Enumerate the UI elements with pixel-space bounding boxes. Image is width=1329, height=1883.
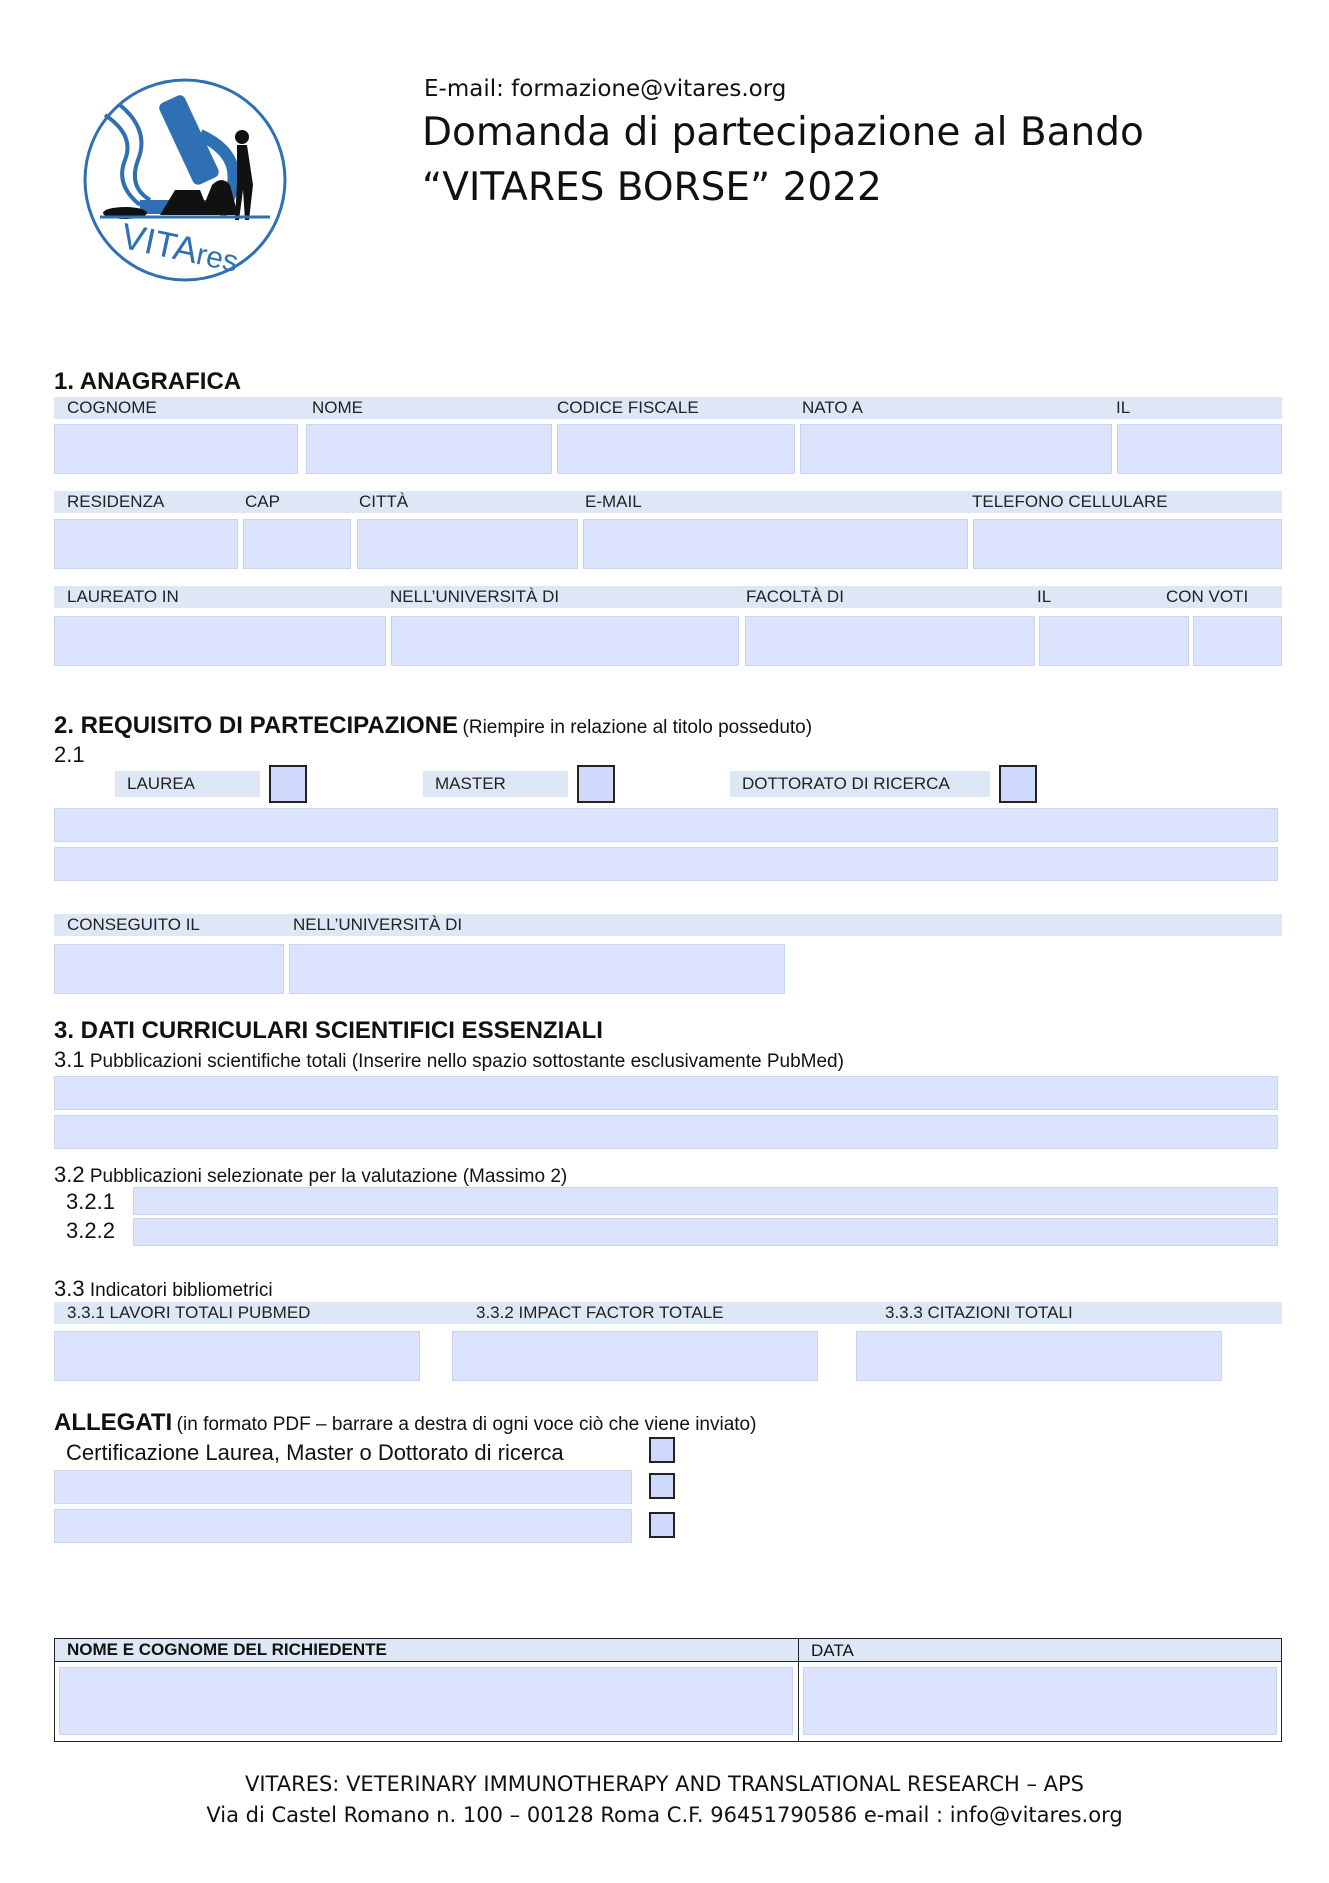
label-nome: NOME (312, 398, 363, 417)
label-laurea: LAUREA (127, 774, 196, 793)
field-titolo-line1[interactable] (54, 808, 1278, 842)
field-pubblicazione-2[interactable] (133, 1218, 1278, 1246)
field-impact-factor[interactable] (452, 1331, 818, 1381)
section-3-3-text: Indicatori bibliometrici (89, 1280, 273, 1301)
allegati-title: ALLEGATI (54, 1409, 173, 1436)
field-allegato-2[interactable] (54, 1470, 632, 1504)
section-1-title: 1. ANAGRAFICA (54, 368, 242, 395)
field-citta[interactable] (357, 519, 578, 569)
label-nome-cognome: NOME E COGNOME DEL RICHIEDENTE (67, 1640, 387, 1659)
allegati-note: (in formato PDF – barrare a destra di ogni voce ciò che viene inviato) (176, 1414, 757, 1435)
field-pubblicazioni-line2[interactable] (54, 1115, 1278, 1149)
field-telefono[interactable] (973, 519, 1282, 569)
section-3-1-heading (54, 1047, 844, 1073)
label-band-row3 (54, 586, 1282, 608)
label-laurea-band (115, 771, 260, 797)
page-title-line1: Domanda di partecipazione al Bando (422, 110, 1144, 155)
field-con-voti[interactable] (1193, 616, 1282, 666)
header-email: E-mail: formazione@vitares.org (424, 76, 787, 102)
allegato-1-label: Certificazione Laurea, Master o Dottorato di ricerca (66, 1440, 564, 1465)
field-nome[interactable] (306, 424, 552, 474)
label-il: IL (1116, 398, 1131, 417)
label-band-indicatori (54, 1302, 1282, 1324)
field-universita[interactable] (391, 616, 739, 666)
label-cap: CAP (245, 492, 280, 511)
field-citazioni[interactable] (856, 1331, 1222, 1381)
field-allegato-3[interactable] (54, 1509, 632, 1543)
section-3-3-heading (54, 1276, 273, 1302)
section-3-2-1-number: 3.2.1 (66, 1189, 115, 1214)
checkbox-allegato-1[interactable] (649, 1437, 675, 1463)
svg-text:VITAres: VITAres (117, 215, 242, 279)
field-nato-a[interactable] (800, 424, 1112, 474)
label-telefono: TELEFONO CELLULARE (972, 492, 1168, 511)
field-universita-2[interactable] (289, 944, 785, 994)
section-3-2-text: Pubblicazioni selezionate per la valutazione (Massimo 2) (89, 1166, 568, 1187)
section-3-2-2-number: 3.2.2 (66, 1218, 115, 1243)
page-title-line2: “VITARES BORSE” 2022 (422, 165, 882, 210)
field-pubblicazione-1[interactable] (133, 1187, 1278, 1215)
checkbox-allegato-3[interactable] (649, 1512, 675, 1538)
section-3-title: 3. DATI CURRICULARI SCIENTIFICI ESSENZIALI (54, 1017, 603, 1044)
label-dottorato-band (730, 771, 990, 797)
label-data: DATA (811, 1641, 854, 1660)
section-2-heading (54, 712, 812, 740)
checkbox-laurea[interactable] (269, 765, 307, 803)
field-laureato-in[interactable] (54, 616, 386, 666)
label-codice-fiscale: CODICE FISCALE (557, 398, 699, 417)
section-2-1-number: 2.1 (54, 742, 85, 767)
field-residenza[interactable] (54, 519, 238, 569)
section-3-1-text: Pubblicazioni scientifiche totali (Inserire nello spazio sottostante esclusivamente PubMed) (89, 1051, 844, 1072)
label-nato-a: NATO A (802, 398, 863, 417)
label-email: E-MAIL (585, 492, 642, 511)
field-conseguito-il[interactable] (54, 944, 284, 994)
label-residenza: RESIDENZA (67, 492, 165, 511)
checkbox-dottorato[interactable] (999, 765, 1037, 803)
field-facolta[interactable] (745, 616, 1035, 666)
label-dottorato: DOTTORATO DI RICERCA (742, 774, 950, 793)
label-master-band (423, 771, 568, 797)
section-3-1-number: 3.1 (54, 1047, 85, 1072)
section-3-3-number: 3.3 (54, 1276, 85, 1301)
label-master: MASTER (435, 774, 506, 793)
field-il-laurea[interactable] (1039, 616, 1189, 666)
field-cap[interactable] (243, 519, 351, 569)
field-lavori-totali[interactable] (54, 1331, 420, 1381)
label-universita: NELL’UNIVERSITÀ DI (390, 587, 560, 606)
field-il[interactable] (1117, 424, 1282, 474)
label-band-conseguito (54, 914, 1282, 936)
label-laureato-in: LAUREATO IN (67, 587, 179, 606)
field-cognome[interactable] (54, 424, 298, 474)
checkbox-allegato-2[interactable] (649, 1473, 675, 1499)
field-data[interactable] (803, 1667, 1277, 1735)
label-cognome: COGNOME (67, 398, 157, 417)
checkbox-master[interactable] (577, 765, 615, 803)
label-con-voti: CON VOTI (1166, 587, 1249, 606)
field-codice-fiscale[interactable] (557, 424, 795, 474)
label-band-row2 (54, 491, 1282, 513)
label-impact-factor: 3.3.2 IMPACT FACTOR TOTALE (476, 1303, 724, 1322)
section-3-2-number: 3.2 (54, 1162, 85, 1187)
section-3-2-heading (54, 1162, 567, 1188)
label-facolta: FACOLTÀ DI (746, 587, 844, 606)
label-il-laurea: IL (1037, 587, 1052, 606)
label-conseguito-il: CONSEGUITO IL (67, 915, 200, 934)
signature-divider (798, 1639, 799, 1741)
signature-table (54, 1638, 1282, 1742)
vitares-logo (80, 75, 290, 285)
field-email[interactable] (583, 519, 968, 569)
label-citta: CITTÀ (359, 492, 409, 511)
label-lavori-totali: 3.3.1 LAVORI TOTALI PUBMED (67, 1303, 311, 1322)
section-2-title: 2. REQUISITO DI PARTECIPAZIONE (54, 712, 459, 739)
section-2-note: (Riempire in relazione al titolo posseduto) (462, 717, 813, 738)
label-band-row1 (54, 397, 1282, 419)
allegati-heading (54, 1409, 756, 1437)
field-nome-cognome[interactable] (59, 1667, 793, 1735)
footer-line1: VITARES: VETERINARY IMMUNOTHERAPY AND TRANSLATIONAL RESEARCH – APS (245, 1772, 1084, 1796)
field-titolo-line2[interactable] (54, 847, 1278, 881)
label-universita-2: NELL’UNIVERSITÀ DI (293, 915, 463, 934)
footer-line2: Via di Castel Romano n. 100 – 00128 Roma C.F. 96451790586 e-mail : info@vitares.org (206, 1803, 1123, 1827)
label-citazioni: 3.3.3 CITAZIONI TOTALI (885, 1303, 1073, 1322)
field-pubblicazioni-line1[interactable] (54, 1076, 1278, 1110)
